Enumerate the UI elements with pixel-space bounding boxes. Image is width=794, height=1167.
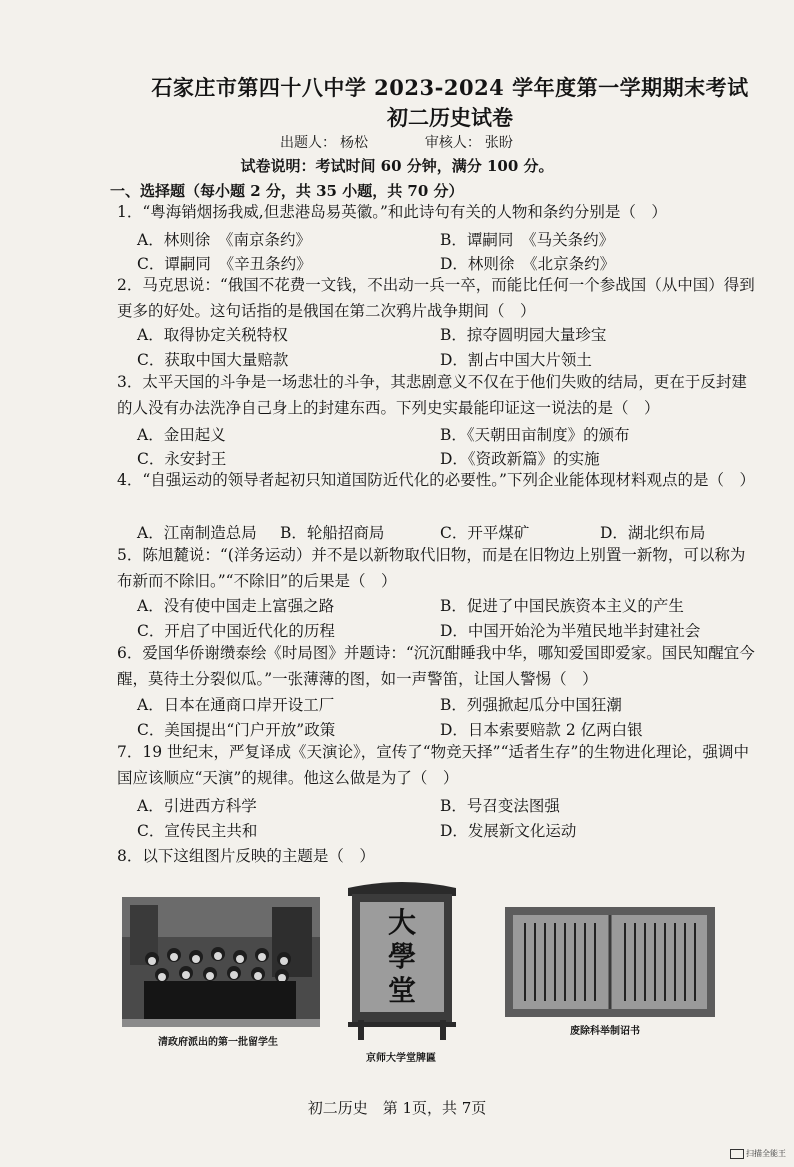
question-4-option-d[interactable]: D．湖北织布局	[600, 524, 706, 542]
question-2-option-b[interactable]: B．掠夺圆明园大量珍宝	[440, 326, 607, 344]
question-7-stem: 7．19 世纪末，严复译成《天演论》，宣传了“物竞天择”“适者生存”的生物进化理论，强调中国应该顺应“天演”的规律。他这么做是为了（ ）	[117, 743, 749, 787]
section-heading: 一、选择题（每小题 2 分，共 35 小题，共 70 分）	[110, 182, 464, 200]
watermark-text: 扫描全能王	[746, 1149, 786, 1158]
question-8-stem: 8．以下这组图片反映的主题是（ ）	[117, 847, 375, 865]
students-photo-caption: 清政府派出的第一批留学生	[158, 1037, 278, 1048]
scanner-watermark	[730, 1148, 786, 1159]
question-7-option-c[interactable]: C．宣传民主共和	[137, 822, 258, 840]
question-4-option-b[interactable]: B．轮船招商局	[280, 524, 385, 542]
edict-photo-caption: 废除科举制诏书	[570, 1026, 640, 1037]
exam-notice: 试卷说明：考试时间 60 分钟，满分 100 分。	[240, 157, 554, 175]
question-5-option-b[interactable]: B．促进了中国民族资本主义的产生	[440, 597, 684, 615]
reviewer-name: 张盼	[484, 135, 513, 151]
question-3-option-a[interactable]: A．金田起义	[137, 426, 226, 444]
question-5-option-c[interactable]: C．开启了中国近代化的历程	[137, 622, 335, 640]
question-4-option-c[interactable]: C．开平煤矿	[440, 524, 530, 542]
question-6-option-b[interactable]: B．列强掀起瓜分中国狂潮	[440, 696, 622, 714]
scanner-logo-icon	[730, 1149, 744, 1159]
question-3-option-b[interactable]: B．《天朝田亩制度》的颁布	[440, 426, 630, 444]
author-label: 出题人：	[280, 135, 336, 151]
question-1-stem: 1．“粤海销烟扬我威,但悲港岛易英徽。”和此诗句有关的人物和条约分别是（ ）	[117, 203, 667, 221]
question-6-option-a[interactable]: A．日本在通商口岸开设工厂	[137, 696, 335, 714]
plaque-photo-caption: 京师大学堂牌匾	[366, 1053, 436, 1064]
question-2-option-d[interactable]: D．割占中国大片领土	[440, 351, 592, 369]
question-1-option-a[interactable]: A．林则徐 《南京条约》	[137, 231, 311, 249]
question-3-stem: 3．太平天国的斗争是一场悲壮的斗争，其悲剧意义不仅在于他们失败的结局，更在于反封建的人没有办法洗净自己身上的封建东西。下列史实最能印证这一说法的是（ ）	[117, 373, 747, 417]
edict-photo	[505, 907, 715, 1017]
question-7-option-a[interactable]: A．引进西方科学	[137, 797, 257, 815]
question-3-option-c[interactable]: C．永安封王	[137, 450, 227, 468]
question-6-stem: 6．爱国华侨谢缵泰绘《时局图》并题诗：“沉沉酣睡我中华，哪知爱国即爱家。国民知醒宜今醒，莫待土分裂似瓜。”一张薄薄的图，如一声警笛，让国人警惕（ ）	[117, 644, 755, 688]
page-footer: 初二历史 第 1页，共 7页	[307, 1099, 487, 1117]
question-5-option-d[interactable]: D．中国开始沦为半殖民地半封建社会	[440, 622, 701, 640]
plaque-char-3: 堂	[387, 974, 416, 1007]
question-7-option-b[interactable]: B．号召变法图强	[440, 797, 560, 815]
question-1-option-c[interactable]: C．谭嗣同 《辛丑条约》	[137, 255, 312, 273]
reviewer-label: 审核人：	[424, 135, 481, 151]
question-4-stem: 4．“自强运动的领导者起初只知道国防近代化的必要性。”下列企业能体现材料观点的是（ ）	[117, 471, 755, 489]
exam-title: 石家庄市第四十八中学 2023-2024 学年度第一学期期末考试	[151, 75, 749, 100]
author-line	[280, 132, 517, 152]
question-6-option-c[interactable]: C．美国提出“门户开放”政策	[137, 721, 336, 739]
group-photo-icon	[122, 897, 320, 1027]
edict-document-icon	[505, 907, 715, 1017]
plaque-photo	[338, 882, 466, 1042]
question-3-option-d[interactable]: D．《资政新篇》的实施	[440, 450, 600, 468]
question-2-option-c[interactable]: C．获取中国大量赔款	[137, 351, 289, 369]
question-1-option-b[interactable]: B．谭嗣同 《马关条约》	[440, 231, 615, 249]
question-4-option-a[interactable]: A．江南制造总局	[137, 524, 257, 542]
author-name: 杨松	[340, 135, 368, 151]
plaque-char-2: 學	[387, 940, 416, 973]
question-2-stem: 2．马克思说：“俄国不花费一文钱，不出动一兵一卒，而能比任何一个参战国（从中国）得到更多的好处。这句话指的是俄国在第二次鸦片战争期间（ ）	[117, 276, 755, 320]
plaque-text	[378, 906, 426, 1008]
question-6-option-d[interactable]: D．日本索要赔款 2 亿两白银	[440, 721, 643, 739]
question-5-option-a[interactable]: A．没有使中国走上富强之路	[137, 597, 335, 615]
question-5-stem: 5．陈旭麓说：“(洋务运动）并不是以新物取代旧物，而是在旧物边上别置一新物，可以称为布新而不除旧。”“不除旧”的后果是（ ）	[117, 546, 746, 590]
exam-subtitle: 初二历史试卷	[387, 105, 513, 130]
question-1-option-d[interactable]: D．林则徐 《北京条约》	[440, 255, 616, 273]
students-photo	[122, 897, 320, 1027]
question-2-option-a[interactable]: A．取得协定关税特权	[137, 326, 288, 344]
plaque-char-1: 大	[387, 906, 416, 939]
question-7-option-d[interactable]: D．发展新文化运动	[440, 822, 577, 840]
